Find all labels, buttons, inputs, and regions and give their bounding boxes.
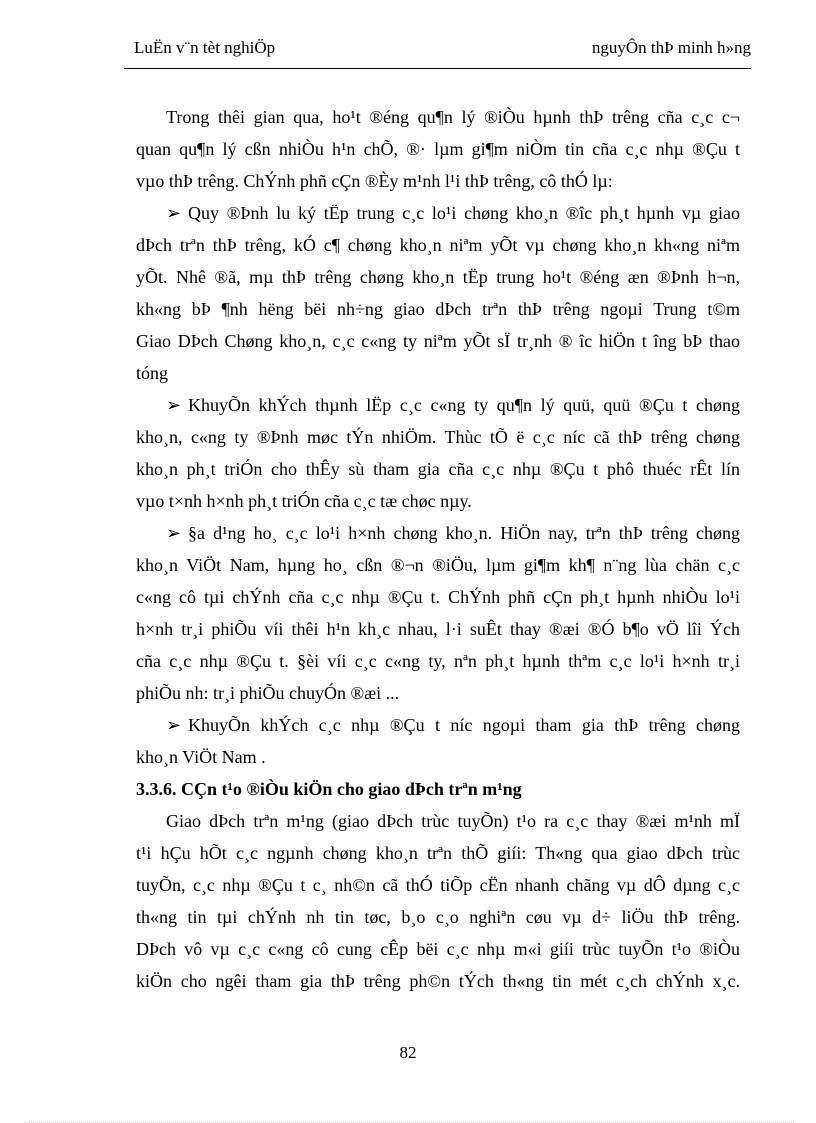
- bullet-text: KhuyÕn khÝch thµnh lËp c¸c c«ng ty qu¶n lý quü, quü ®Çu t chøng: [188, 395, 740, 415]
- paragraph-line: t¹i hÇu hÕt c¸c ngµnh chøng kho¸n trªn thÕ giíi: Th«ng qua giao dÞch trùc: [136, 843, 740, 863]
- paragraph-line: kho¸n ph¸t triÓn cho thÊy sù tham gia cña c¸c nhµ ®Çu t phô thuéc rÊt lín: [136, 459, 740, 479]
- header-thesis-title: LuËn v¨n tèt nghiÖp: [134, 38, 276, 57]
- arrow-bullet-icon: ➢: [166, 523, 182, 543]
- bullet-line: [136, 709, 740, 741]
- paragraph-line: yÕt. Nhê ®ã, mµ thÞ trêng chøng kho¸n tËp trung ho¹t ®éng æn ®Þnh h¬n,: [136, 267, 740, 287]
- paragraph-line: DÞch vô vµ c¸c c«ng cô cung cÊp bëi c¸c nhµ m«i giíi trùc tuyÕn t¹o ®iÒu: [136, 939, 740, 959]
- header-rule: [124, 68, 751, 69]
- paragraph-line: tuyÕn, c¸c nhµ ®Çu t c¸ nh©n cã thÓ tiÕp cËn nhanh chãng vµ dÔ dµng c¸c: [136, 875, 740, 895]
- page-number: 82: [399, 1043, 417, 1062]
- paragraph-line: quan qu¶n lý cßn nhiÒu h¹n chÕ, ®· lµm gi¶m niÒm tin cña c¸c nhµ ®Çu t: [136, 139, 740, 159]
- paragraph-line: kiÖn cho ngêi tham gia thÞ trêng ph©n tÝch th«ng tin mét c¸ch chÝnh x¸c.: [136, 971, 740, 991]
- paragraph-line: Giao DÞch Chøng kho¸n, c¸c c«ng ty niªm yÕt sÏ tr¸nh ® îc hiÖn t îng bÞ thao: [136, 331, 740, 351]
- paragraph-line: c«ng cô tµi chÝnh cña c¸c nhµ ®Çu t. ChÝnh phñ cÇn ph¸t hµnh nhiÒu lo¹i: [136, 587, 740, 607]
- paragraph-line: dÞch trªn thÞ trêng, kÓ c¶ chøng kho¸n niªm yÕt vµ chøng kho¸n kh«ng niªm: [136, 235, 740, 255]
- running-header: [124, 38, 751, 60]
- paragraph-line: vµo thÞ trêng. ChÝnh phñ cÇn ®Èy m¹nh l¹i thÞ trêng, cô thÓ lµ:: [136, 171, 613, 191]
- bullet-line: [136, 517, 740, 549]
- header-author-name: nguyÔn thÞ minh h»ng: [591, 38, 751, 57]
- paragraph-line: cña c¸c nhµ ®Çu t. §èi víi c¸c c«ng ty, nªn ph¸t hµnh thªm c¸c lo¹i h×nh tr¸i: [136, 651, 740, 671]
- paragraph-line: vµo t×nh h×nh ph¸t triÓn cña c¸c tæ chøc nµy.: [136, 491, 472, 511]
- paragraph-line: Giao dÞch trªn m¹ng (giao dÞch trùc tuyÕn) t¹o ra c¸c thay ®æi m¹nh mÏ: [166, 811, 740, 831]
- paragraph-line: kho¸n ViÖt Nam, hµng ho¸ cßn ®¬n ®iÖu, lµm gi¶m kh¶ n¨ng lùa chän c¸c: [136, 555, 740, 575]
- section-heading: 3.3.6. CÇn t¹o ®iÒu kiÖn cho giao dÞch trªn m¹ng: [136, 779, 522, 799]
- paragraph-line: phiÕu nh: tr¸i phiÕu chuyÓn ®æi ...: [136, 683, 400, 703]
- paragraph-line: th«ng tin tµi chÝnh nh tin tøc, b¸o c¸o nghiªn cøu vµ d÷ liÖu thÞ trêng.: [136, 907, 740, 927]
- body-text: [136, 101, 740, 997]
- bullet-text: Quy ®Þnh lu ký tËp trung c¸c lo¹i chøng kho¸n ®îc ph¸t hµnh vµ giao: [188, 203, 740, 223]
- paragraph-line: kho¸n ViÖt Nam .: [136, 747, 266, 767]
- paragraph-line: kh«ng bÞ ¶nh hëng bëi nh÷ng giao dÞch trªn thÞ trêng ngoµi Trung t©m: [136, 299, 740, 319]
- paragraph-line: kho¸n, c«ng ty ®Þnh møc tÝn nhiÖm. Thùc tÕ ë c¸c níc cã thÞ trêng chøng: [136, 427, 740, 447]
- arrow-bullet-icon: ➢: [166, 203, 182, 223]
- bullet-line: [136, 389, 740, 421]
- arrow-bullet-icon: ➢: [166, 715, 182, 735]
- arrow-bullet-icon: ➢: [166, 395, 182, 415]
- paragraph-line: Trong thêi gian qua, ho¹t ®éng qu¶n lý ®iÒu hµnh thÞ trêng cña c¸c c¬: [166, 107, 740, 127]
- paragraph-line: h×nh tr¸i phiÕu víi thêi h¹n kh¸c nhau, l·i suÊt thay ®æi ®Ó b¶o vÖ lîi Ých: [136, 619, 740, 639]
- bullet-text: §a d¹ng ho¸ c¸c lo¹i h×nh chøng kho¸n. HiÖn nay, trªn thÞ trêng chøng: [188, 523, 740, 543]
- bullet-text: KhuyÕn khÝch c¸c nhµ ®Çu t níc ngoµi tham gia thÞ trêng chøng: [188, 715, 740, 735]
- bullet-line: [136, 197, 740, 229]
- paragraph-line: tóng: [136, 363, 169, 383]
